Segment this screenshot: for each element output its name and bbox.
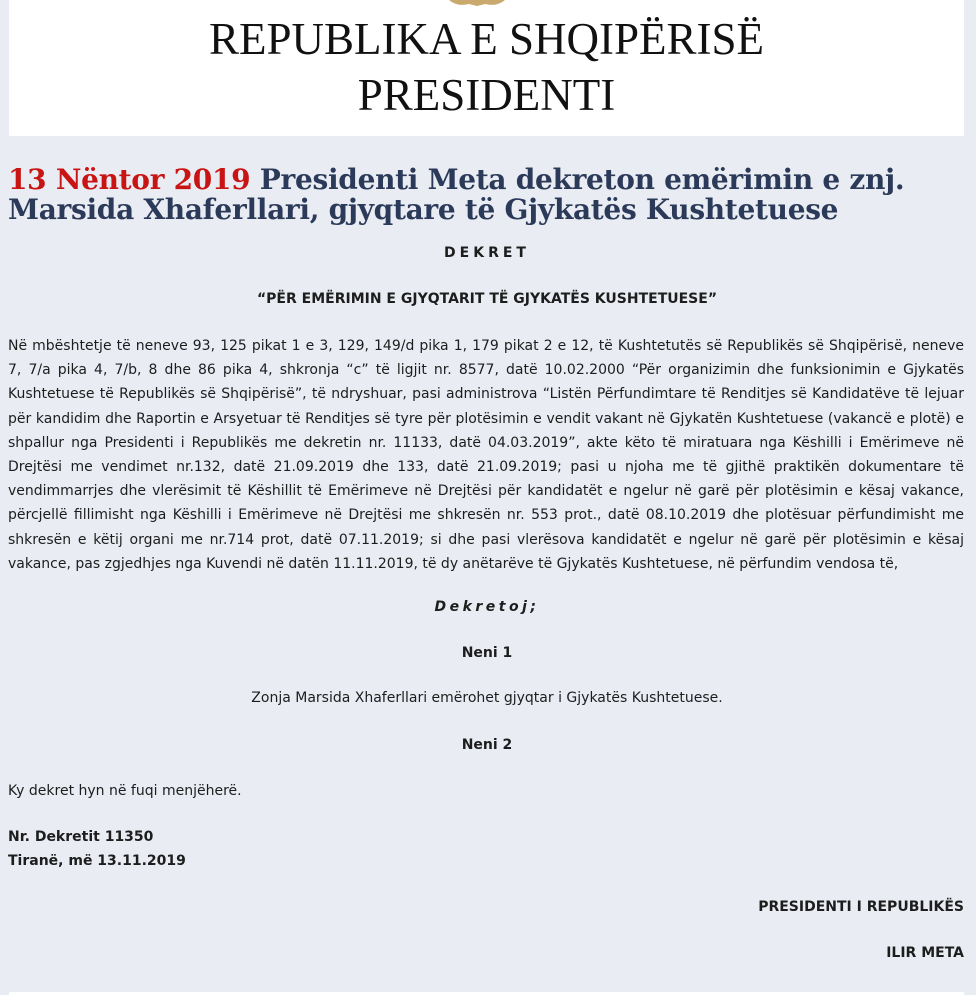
article-2-text: Ky dekret hyn në fuqi menjëherë. [8, 783, 242, 799]
place-date: Tiranë, më 13.11.2019 [8, 853, 186, 869]
eagle-emblem-icon [447, 0, 507, 7]
article-date: 13 Nëntor 2019 [8, 163, 251, 196]
decree-subheading: “PËR EMËRIMIN E GJYQTARIT TË GJYKATËS KUSHTETUESE” [256, 291, 718, 307]
article-2-heading: Neni 2 [461, 737, 513, 753]
decree-number: Nr. Dekretit 11350 [8, 829, 154, 845]
decree-body-paragraph: Në mbështetje të neneve 93, 125 pikat 1 e 3, 129, 149/d pika 1, 179 pikat 2 e 12, të Kushtetutës së Republikës së Shqipërisë, neneve 7, 7/a pika 4, 7/b, 8 dhe 86 pika 4, shkronja “c” të ligjit nr. 8577, datë 10.02.2000 “Për organizimin dhe funksionimin e Gjykatës Kushtetuese të Republikës së Shqipërisë”, të ndryshuar, pasi administrova “Listën Përfundimtare të Renditjes së Kandidatëve të lejuar për kandidim dhe Raportin e Arsyetuar të Renditjes së tyre për plotësimin e vendit vakant në Gjykatën Kushtetuese (vakancë e plotë) e shpallur nga Presidenti i Republikës me dekretin nr. 11133, datë 04.03.2019”, akte këto të miratuara nga Këshilli i Emërimeve në Drejtësi me vendimet nr.132, datë 21.09.2019 dhe 133, datë 21.09.2019; pasi u njoha me të gjithë praktikën dokumentare të vendimmarrjes dhe vlerësimit të Këshillit të Emërimeve në Drejtësi për kandidatët e ngelur në garë për plotësimin e kësaj vakance, përcjellë fillimisht nga Këshilli i Emërimeve në Drejtësi me shkresën nr. 553 prot., datë 08.10.2019 dhe plotësuar përfundimisht me shkresën e këtij organi me nr.714 prot, datë 07.11.2019; si dhe pasi vlerësova kandidatët e ngelur në garë për plotësimin e kësaj vakance, pas zgjedhjes nga Kuvendi në datën 11.11.2019, të dy anëtarëve të Gjykatës Kushtetuese, në përfundim vendosa të, [8, 338, 964, 572]
decree-heading: DEKRET [444, 245, 530, 261]
dekretoj-heading: Dekretoj; [434, 599, 540, 615]
header-banner [9, 0, 964, 136]
article-title [8, 165, 966, 225]
header-title-republic: REPUBLIKA E SHQIPËRISË [208, 14, 765, 64]
article-1-text: Zonja Marsida Xhaferllari emërohet gjyqtar i Gjykatës Kushtetuese. [251, 690, 723, 706]
signature-title: PRESIDENTI I REPUBLIKËS [758, 899, 964, 915]
header-title-president: PRESIDENTI [357, 70, 616, 120]
signature-name: ILIR META [886, 945, 964, 961]
article-headline: Presidenti Meta dekreton emërimin e znj. Marsida Xhaferllari, gjyqtare të Gjykatës Kushtetuese [8, 163, 905, 226]
article-1-heading: Neni 1 [461, 645, 513, 661]
